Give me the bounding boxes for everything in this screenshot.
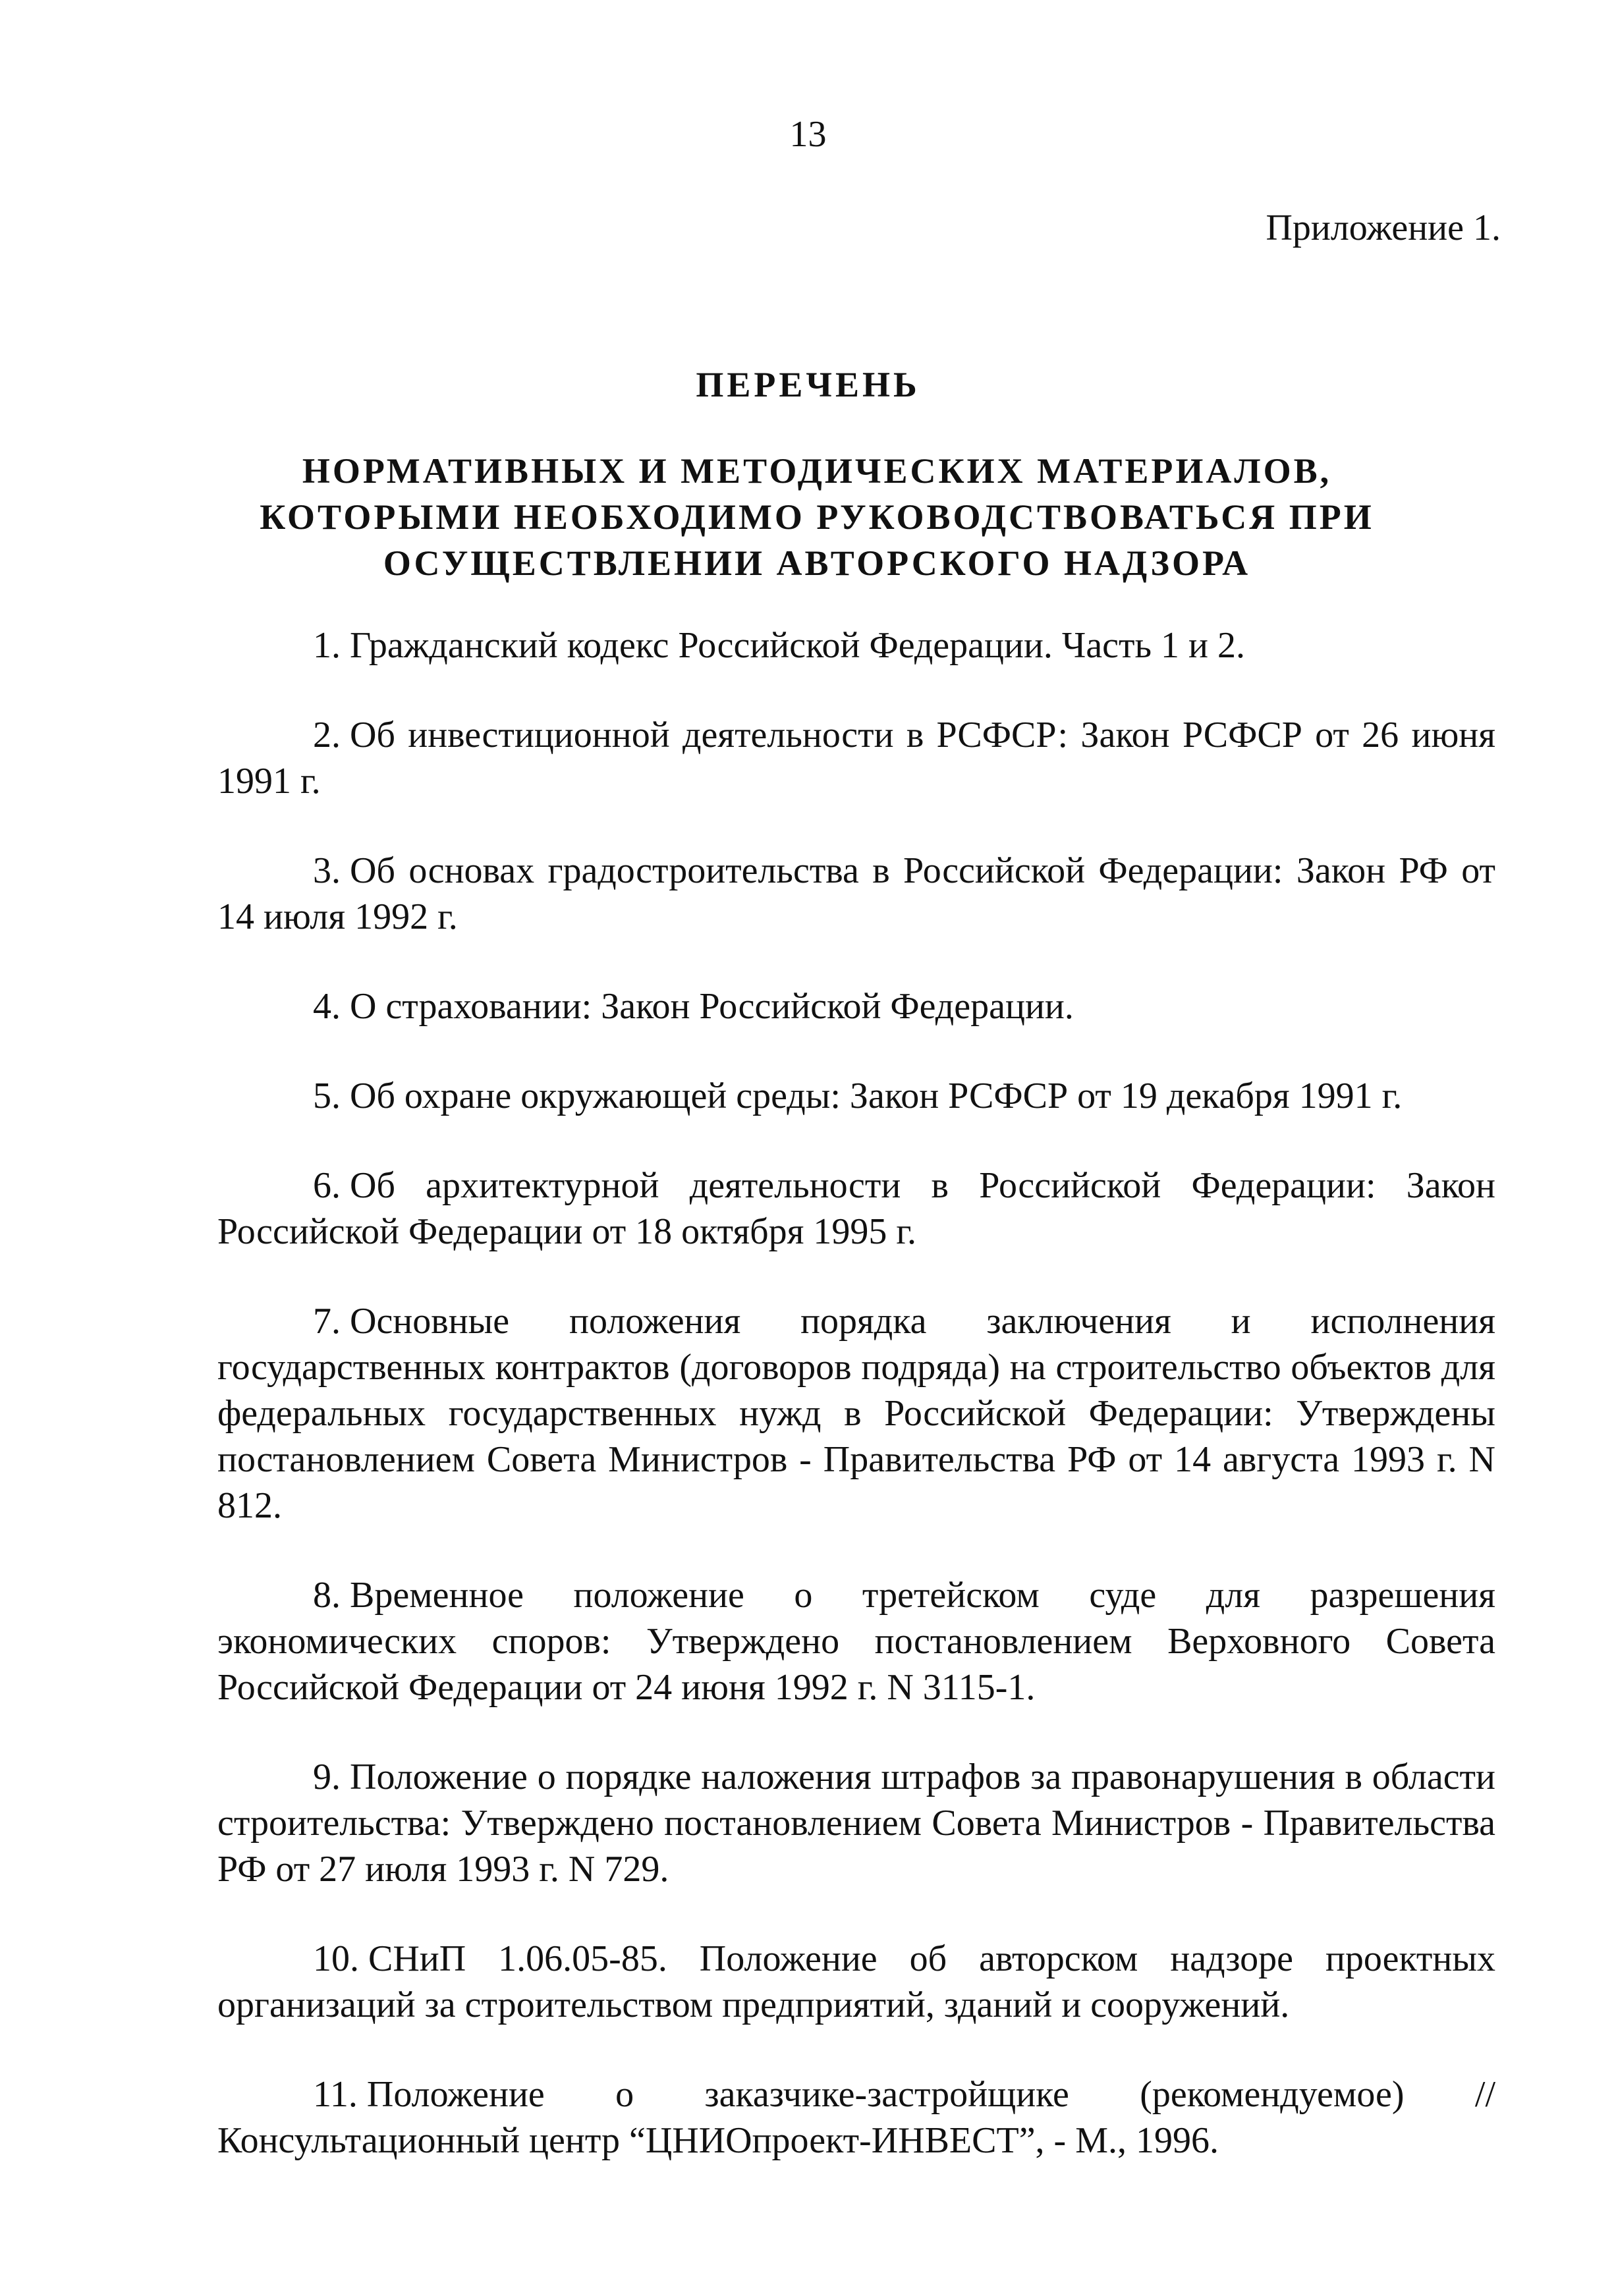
list-item (217, 1572, 1495, 1710)
item-number: 11. (313, 2074, 358, 2115)
item-number: 7. (313, 1301, 341, 1342)
item-text: СНиП 1.06.05-85. Положение об авторском надзоре проектных организаций за строительством предприятий, зданий и сооружений. (217, 1938, 1495, 2025)
appendix-label: Приложение 1. (1266, 207, 1501, 248)
item-text: Об инвестиционной деятельности в РСФСР: Закон РСФСР от 26 июня 1991 г. (217, 715, 1495, 802)
item-number: 10. (313, 1938, 359, 1979)
item-number: 5. (313, 1076, 341, 1116)
item-text: Основные положения порядка заключения и исполнения государственных контрактов (договоров подряда) на строительство объектов для федеральных государственных нужд в Российской Федерации: Утверждены постановлением Совета Министров - Правительства РФ от 14 августа 1993 г. N 812. (217, 1301, 1495, 1526)
document-title: ПЕРЕЧЕНЬ (696, 365, 920, 404)
item-number: 2. (313, 715, 341, 755)
list-item (217, 1936, 1495, 2028)
item-text: Положение о порядке наложения штрафов за правонарушения в области строительства: Утверждено постановлением Совета Министров - Правительства РФ от 27 июля 1993 г. N 729. (217, 1757, 1495, 1890)
list-item (217, 622, 1495, 669)
item-text: Временное положение о третейском суде для разрешения экономических споров: Утверждено постановлением Верховного Совета Российской Федерации от 24 июня 1992 г. N 3115-1. (217, 1575, 1495, 1708)
list-item (217, 2071, 1495, 2164)
item-number: 6. (313, 1165, 341, 1206)
list-item (217, 1298, 1495, 1529)
item-text: О страховании: Закон Российской Федерации. (350, 986, 1074, 1027)
list-item (217, 983, 1495, 1029)
materials-list (217, 622, 1495, 2207)
item-number: 9. (313, 1757, 341, 1797)
subtitle-line: КОТОРЫМИ НЕОБХОДИМО РУКОВОДСТВОВАТЬСЯ ПРИ (260, 497, 1374, 537)
item-text: Об архитектурной деятельности в Российской Федерации: Закон Российской Федерации от 18 октября 1995 г. (217, 1165, 1495, 1252)
item-number: 3. (313, 850, 341, 891)
item-text: Положение о заказчике-застройщике (рекомендуемое) // Консультационный центр “ЦНИОпроект-ИНВЕСТ”, - М., 1996. (217, 2074, 1495, 2161)
item-text: Гражданский кодекс Российской Федерации. Часть 1 и 2. (350, 625, 1246, 666)
document-subtitle (198, 448, 1436, 586)
item-number: 4. (313, 986, 341, 1027)
page-number: 13 (789, 114, 827, 155)
list-item (217, 712, 1495, 804)
item-text: Об охране окружающей среды: Закон РСФСР от 19 декабря 1991 г. (350, 1076, 1403, 1116)
list-item (217, 1073, 1495, 1119)
list-item (217, 1162, 1495, 1255)
list-item (217, 1754, 1495, 1892)
subtitle-line: ОСУЩЕСТВЛЕНИИ АВТОРСКОГО НАДЗОРА (383, 543, 1251, 583)
subtitle-line: НОРМАТИВНЫХ И МЕТОДИЧЕСКИХ МАТЕРИАЛОВ, (302, 451, 1332, 491)
item-number: 8. (313, 1575, 341, 1616)
item-number: 1. (313, 625, 341, 666)
list-item (217, 848, 1495, 940)
item-text: Об основах градостроительства в Российской Федерации: Закон РФ от 14 июля 1992 г. (217, 850, 1495, 937)
